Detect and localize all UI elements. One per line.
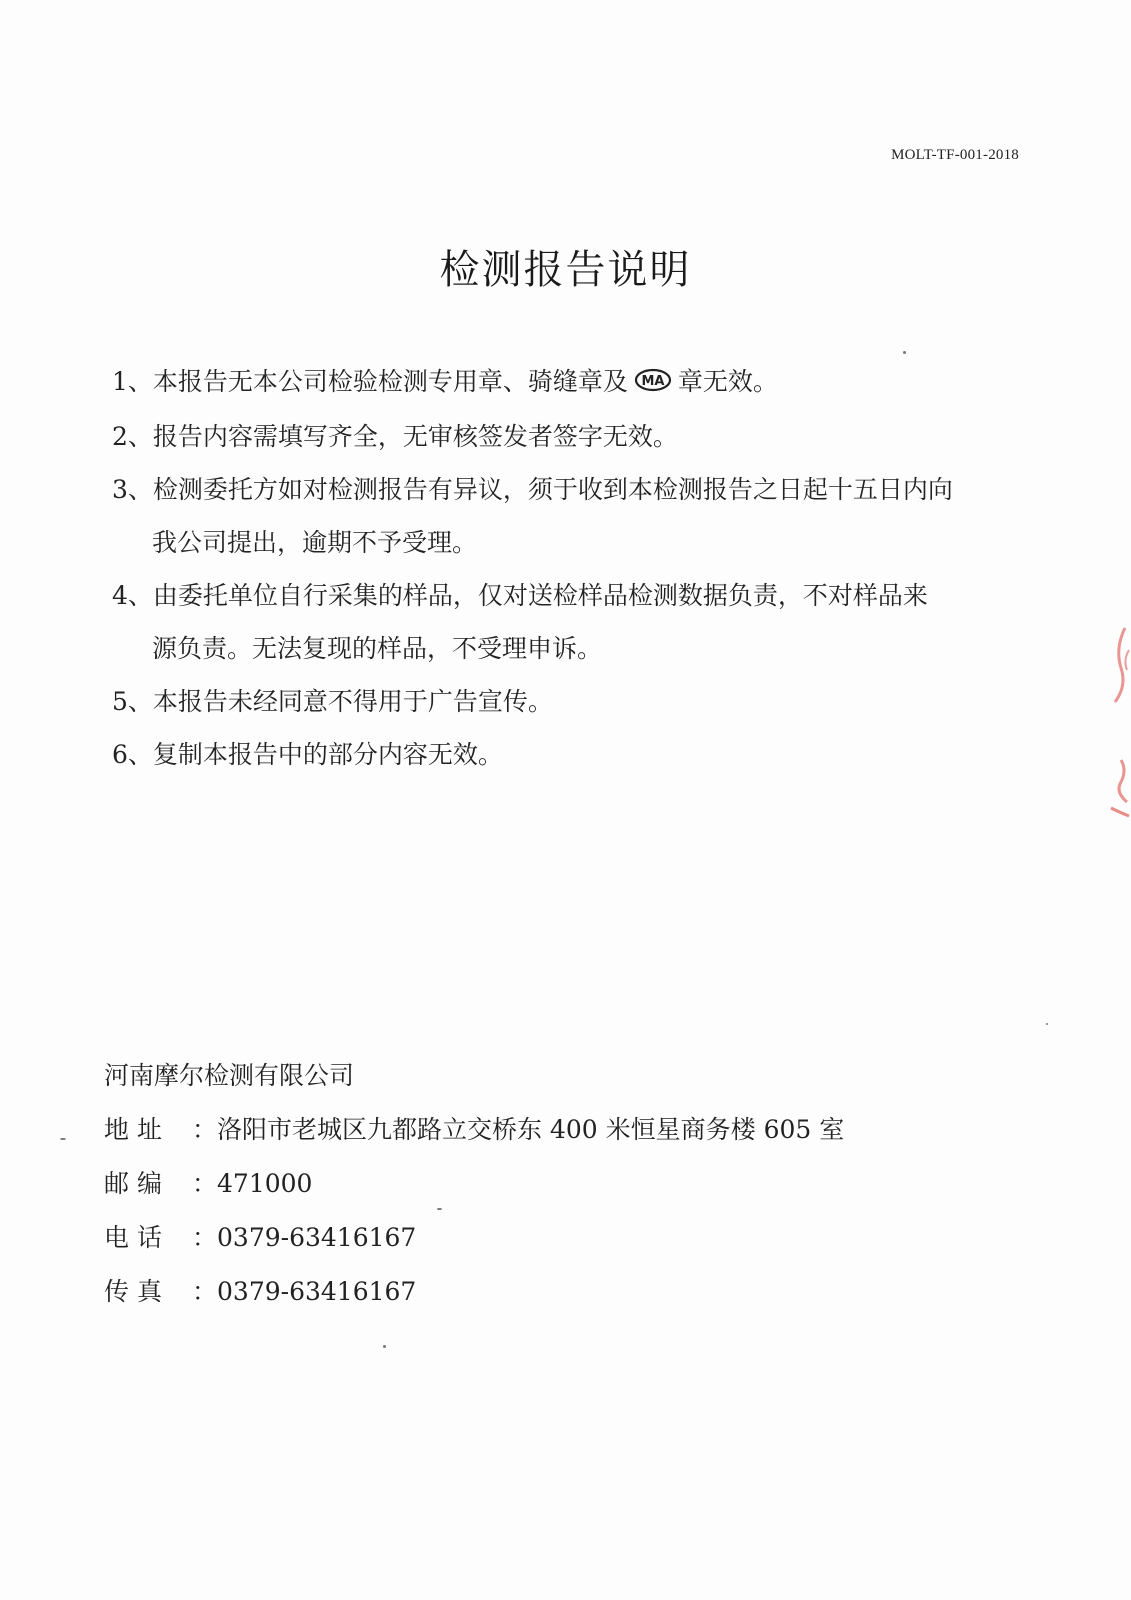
note-text: 由委托单位自行采集的样品，仅对送检样品检测数据负责，不对样品来 [152,581,928,610]
fax-value: 0379-63416167 [217,1277,417,1306]
note-item-5 [112,675,1032,728]
notes-list [112,355,1032,781]
note-text: 复制本报告中的部分内容无效。 [152,740,503,769]
company-name: 河南摩尔检测有限公司 [104,1061,355,1090]
note-text-end: 章无效。 [677,367,778,396]
note-number: 2、 [112,422,153,451]
cma-mark-icon [634,357,672,410]
document-code: MOLT-TF-001-2018 [891,147,1019,163]
speck [903,351,906,354]
note-number: 1、 [112,367,153,396]
note-text: 报告内容需填写齐全，无审核签发者签字无效。 [152,422,678,451]
address-row [104,1103,1004,1157]
phone-label: 电 话 [104,1223,162,1252]
note-item-1 [112,355,1032,410]
fax-separator: ： [192,1277,218,1306]
note-number: 5、 [112,687,153,716]
address-label: 地 址 [104,1115,162,1144]
phone-row [104,1211,1004,1265]
note-text: 本报告无本公司检验检测专用章、骑缝章及 [152,367,628,396]
note-item-4 [112,569,1032,675]
postcode-label: 邮 编 [104,1169,162,1198]
cma-mark-text: MA [641,374,665,389]
phone-separator: ： [192,1223,218,1252]
address-separator: ： [192,1115,218,1144]
postcode-value: 471000 [217,1169,313,1198]
note-item-2 [112,410,1032,463]
note-number: 6、 [112,740,153,769]
note-number: 4、 [112,581,153,610]
document-title: 检测报告说明 [439,247,692,293]
note-text-continued: 源负责。无法复现的样品，不受理申诉。 [152,634,603,663]
note-text-continued: 我公司提出，逾期不予受理。 [152,528,478,557]
speck [60,1138,66,1140]
postcode-separator: ： [192,1169,218,1198]
speck [1046,1023,1048,1025]
seam-stamp-icon [1091,620,1131,840]
company-info [104,1049,1004,1319]
speck [437,1208,442,1210]
note-text: 检测委托方如对检测报告有异议，须于收到本检测报告之日起十五日内向 [152,475,953,504]
speck [383,1345,386,1348]
note-number: 3、 [112,475,153,504]
fax-row [104,1265,1004,1319]
note-item-6 [112,728,1032,781]
phone-value: 0379-63416167 [217,1223,417,1252]
note-text: 本报告未经同意不得用于广告宣传。 [152,687,553,716]
note-item-3 [112,463,1032,569]
fax-label: 传 真 [104,1277,162,1306]
address-value: 洛阳市老城区九都路立交桥东 400 米恒星商务楼 605 室 [217,1115,845,1144]
postcode-row [104,1157,1004,1211]
